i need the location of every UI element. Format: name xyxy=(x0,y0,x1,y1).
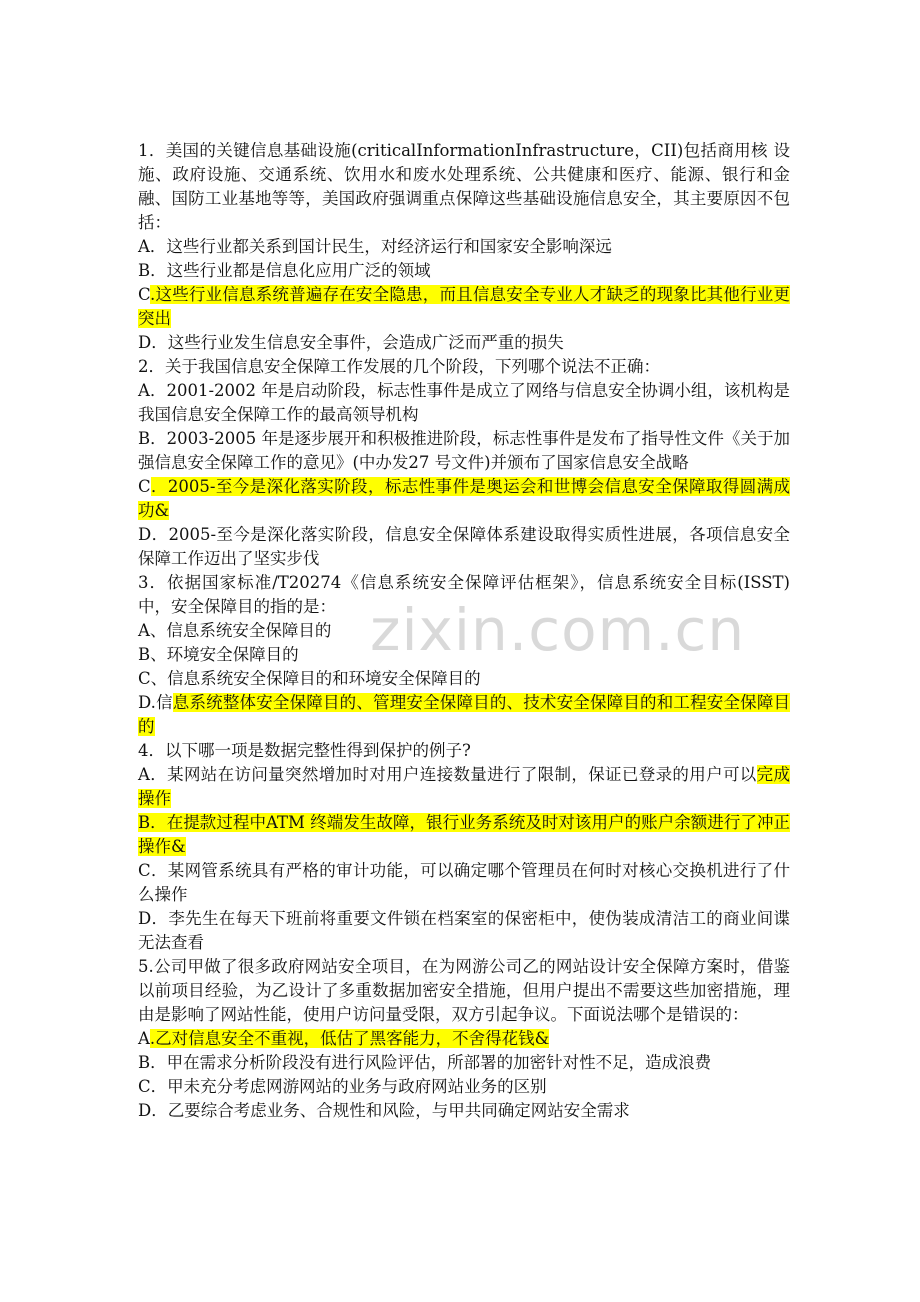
highlighted-answer: B．在提款过程中ATM 终端发生故障，银行业务系统及时对该用户的账户余额进行了冲正操作& xyxy=(138,813,790,856)
paragraph-text: 4．以下哪一项是数据完整性得到保护的例子? xyxy=(138,741,471,760)
paragraph-text: A、信息系统安全保障目的 xyxy=(138,621,332,640)
paragraph xyxy=(138,1099,790,1123)
paragraph xyxy=(138,283,790,331)
paragraph xyxy=(138,1051,790,1075)
paragraph-text: A．这些行业都关系到国计民生，对经济运行和国家安全影响深远 xyxy=(138,237,612,256)
highlighted-answer: 息系统整体安全保障目的、管理安全保障目的、技术安全保障目的和工程安全保障目的 xyxy=(138,693,791,736)
paragraph xyxy=(138,571,790,619)
paragraph xyxy=(138,955,790,1027)
paragraph xyxy=(138,259,790,283)
paragraph xyxy=(138,379,790,427)
paragraph xyxy=(138,739,790,763)
paragraph-text: 1．美国的关键信息基础设施(criticalInformationInfrastructure，CII)包括商用核 设施、政府设施、交通系统、饮用水和废水处理系统、公共健康和医疗、能源、银行和金融、国防工业基地等等，美国政府强调重点保障这些基础设施信息安全，其主要原因不包括： xyxy=(138,141,790,232)
paragraph xyxy=(138,331,790,355)
paragraph-text: C、信息系统安全保障目的和环境安全保障目的 xyxy=(138,669,481,688)
highlighted-answer: ．2005-至今是深化落实阶段，标志性事件是奥运会和世博会信息安全保障取得圆满成功& xyxy=(138,477,790,520)
paragraph xyxy=(138,523,790,571)
paragraph-text: C．甲未充分考虑网游网站的业务与政府网站业务的区别 xyxy=(138,1077,547,1096)
paragraph xyxy=(138,859,790,907)
paragraph xyxy=(138,139,790,235)
paragraph xyxy=(138,475,790,523)
paragraph-text: B．这些行业都是信息化应用广泛的领域 xyxy=(138,261,431,280)
paragraph xyxy=(138,643,790,667)
paragraph xyxy=(138,1027,790,1051)
paragraph-text: D．李先生在每天下班前将重要文件锁在档案室的保密柜中，使伪装成清洁工的商业间谍无法查看 xyxy=(138,909,790,952)
paragraph xyxy=(138,619,790,643)
paragraph xyxy=(138,907,790,955)
paragraph-text: 5.公司甲做了很多政府网站安全项目，在为网游公司乙的网站设计安全保障方案时，借鉴以前项目经验，为乙设计了多重数据加密安全措施，但用户提出不需要这些加密措施，理由是影响了网站性能，使用户访问量受限，双方引起争议。下面说法哪个是错误的： xyxy=(138,957,790,1024)
paragraph-text: C．某网管系统具有严格的审计功能，可以确定哪个管理员在何时对核心交换机进行了什么操作 xyxy=(138,861,790,904)
paragraph-text: 2．关于我国信息安全保障工作发展的几个阶段，下列哪个说法不正确： xyxy=(138,357,660,376)
paragraph-text: D.信 xyxy=(138,693,173,712)
paragraph-text: C xyxy=(138,477,151,496)
paragraph-text: D．这些行业发生信息安全事件，会造成广泛而严重的损失 xyxy=(138,333,564,352)
paragraph-text: B．2003-2005 年是逐步展开和积极推进阶段，标志性事件是发布了指导性文件《关于加强信息安全保障工作的意见》(中办发27 号文件)并颁布了国家信息安全战略 xyxy=(138,429,790,472)
highlighted-answer: .乙对信息安全不重视，低估了黑客能力，不舍得花钱& xyxy=(149,1029,550,1048)
paragraph xyxy=(138,811,790,859)
document-body xyxy=(138,139,790,1123)
paragraph-text: D．2005-至今是深化落实阶段，信息安全保障体系建设取得实质性进展，各项信息安全保障工作迈出了坚实步伐 xyxy=(138,525,790,568)
paragraph xyxy=(138,427,790,475)
paragraph xyxy=(138,355,790,379)
paragraph-text: B．甲在需求分析阶段没有进行风险评估，所部署的加密针对性不足，造成浪费 xyxy=(138,1053,712,1072)
paragraph-text: A．某网站在访问量突然增加时对用户连接数量进行了限制，保证已登录的用户可以 xyxy=(138,765,757,784)
paragraph xyxy=(138,667,790,691)
paragraph xyxy=(138,691,790,739)
highlighted-answer: 完成操作 xyxy=(138,765,791,808)
paragraph xyxy=(138,763,790,811)
paragraph-text: C xyxy=(138,285,151,304)
paragraph-text: 3．依据国家标准/T20274《信息系统安全保障评估框架》，信息系统安全目标(ISST)中，安全保障目的指的是： xyxy=(138,573,790,616)
paragraph-text: A xyxy=(138,1029,150,1048)
paragraph-text: D．乙要综合考虑业务、合规性和风险，与甲共同确定网站安全需求 xyxy=(138,1101,630,1120)
paragraph-text: B、环境安全保障目的 xyxy=(138,645,299,664)
paragraph xyxy=(138,235,790,259)
highlighted-answer: .这些行业信息系统普遍存在安全隐患，而且信息安全专业人才缺乏的现象比其他行业更突出 xyxy=(138,285,790,328)
watermark: zixin.com.cn xyxy=(370,596,746,664)
paragraph-text: A．2001-2002 年是启动阶段，标志性事件是成立了网络与信息安全协调小组，该机构是我国信息安全保障工作的最高领导机构 xyxy=(138,381,790,424)
paragraph xyxy=(138,1075,790,1099)
